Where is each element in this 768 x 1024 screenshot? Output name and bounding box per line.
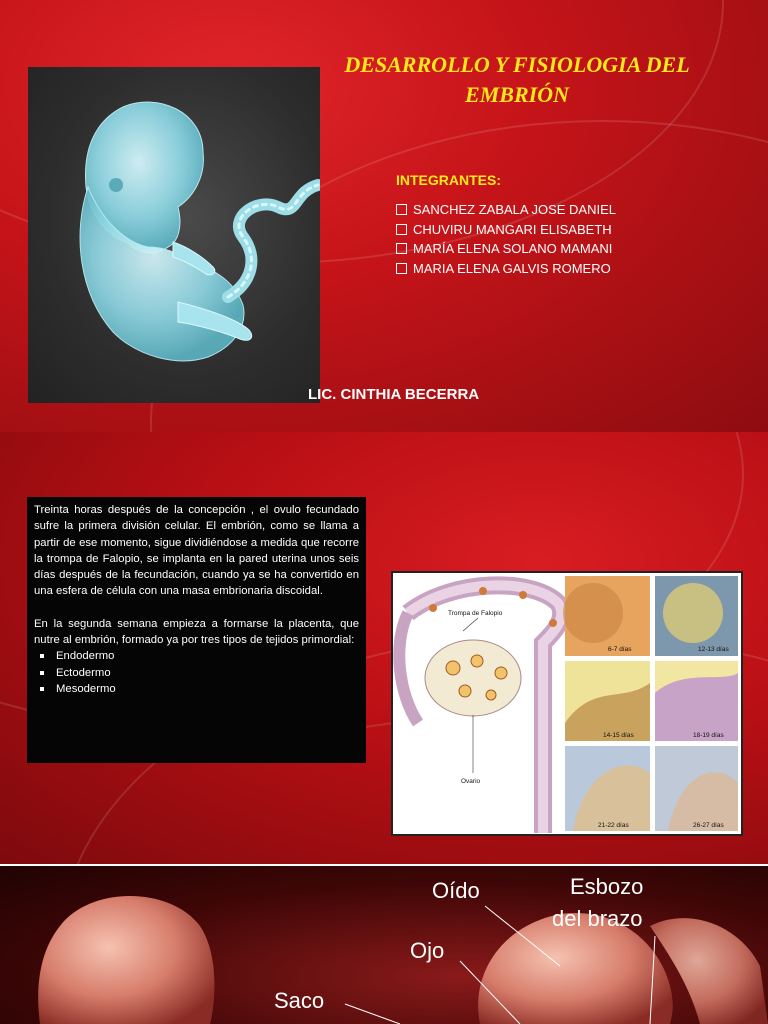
list-item: CHUVIRU MANGARI ELISABETH	[396, 220, 616, 240]
embryo-illustration	[28, 67, 320, 403]
diagram-label-trompa: Trompa de Falopio	[448, 610, 503, 617]
slide-title-heading: DESARROLLO Y FISIOLOGIA DEL EMBRIÓN	[344, 52, 690, 107]
slide-development	[0, 432, 768, 864]
checkbox-bullet-icon	[396, 224, 407, 235]
stage-label: 14-15 días	[603, 732, 634, 739]
label-oido: Oído	[432, 878, 480, 903]
list-item: MARIA ELENA GALVIS ROMERO	[396, 259, 616, 279]
list-item: Mesodermo	[34, 681, 359, 697]
checkbox-bullet-icon	[396, 204, 407, 215]
slide-title	[0, 0, 768, 432]
checkbox-bullet-icon	[396, 263, 407, 274]
teacher-name: LIC. CINTHIA BECERRA	[308, 386, 480, 403]
label-ojo: Ojo	[410, 938, 445, 963]
stage-label: 21-22 días	[598, 822, 629, 829]
embryo-image	[28, 67, 320, 403]
implantation-diagram	[391, 571, 743, 836]
stage-label: 12-13 días	[698, 646, 729, 653]
list-item: Endodermo	[34, 648, 359, 664]
label-saco: Saco	[274, 988, 325, 1013]
list-item: MARÍA ELENA SOLANO MAMANI	[396, 239, 616, 259]
embryo-anatomy-illustration	[0, 866, 768, 1024]
tissue-list	[34, 648, 359, 697]
members-list	[396, 200, 616, 278]
description-textbox	[27, 497, 366, 763]
paragraph: En la segunda semana empieza a formarse la placenta, que nutre al embrión, formado ya por tres tipos de tejidos primordial:	[34, 617, 359, 647]
paragraph: Treinta horas después de la concepción , el ovulo fecundado sufre la primera división celular. El embrión, como se llama a partir de ese momento, sigue dividiéndose a medida que recorre la trompa de Falopio, se implanta en la pared uterina unos seis días después de la fecundación, cuando ya se ha convertido en una esfera de célula con una masa embrionaria discoidal.	[34, 504, 359, 598]
stage-label: 18-19 días	[693, 732, 724, 739]
stage-label: 6-7 días	[608, 646, 632, 653]
diagram-label-ovario: Ovario	[461, 778, 481, 785]
integrantes-heading: INTEGRANTES:	[396, 172, 501, 188]
stage-label: 26-27 días	[693, 822, 724, 829]
label-del-brazo: del brazo	[552, 906, 643, 931]
slide-embryo-anatomy	[0, 866, 768, 1024]
list-item: SANCHEZ ZABALA JOSE DANIEL	[396, 200, 616, 220]
implantation-illustration	[393, 573, 741, 834]
list-item: Ectodermo	[34, 665, 359, 681]
checkbox-bullet-icon	[396, 243, 407, 254]
label-esbozo: Esbozo	[570, 874, 644, 899]
